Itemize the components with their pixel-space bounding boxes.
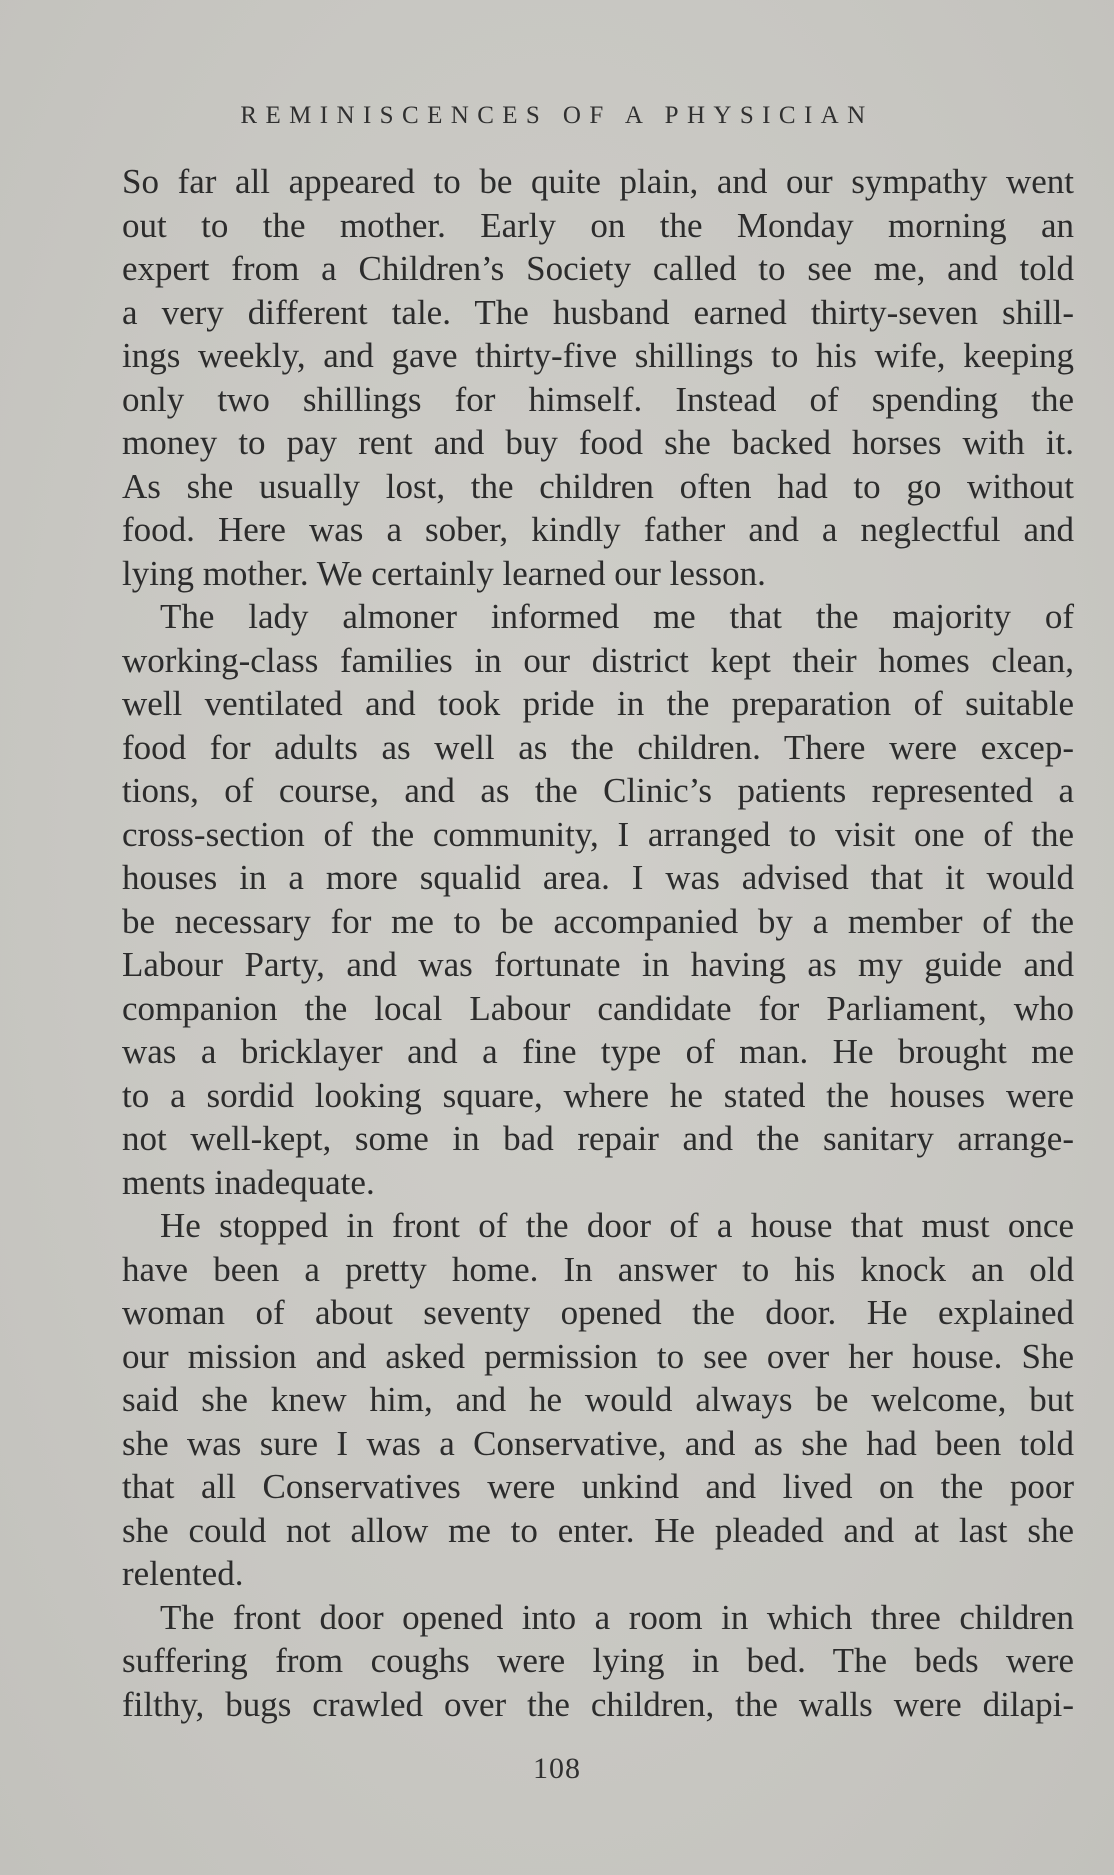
text-line: well ventilated and took pride in the preparation of suitable [122,684,1074,723]
text-line: Labour Party, and was fortunate in having as my guide and [122,945,1074,984]
text-line: our mission and asked permission to see over her house. She [122,1336,1074,1376]
text-line: relented. [122,1554,244,1593]
paragraph [122,1596,1074,1727]
text-line: out to the mother. Early on the Monday morning an [122,205,1074,245]
running-head: REMINISCENCES OF A PHYSICIAN [240,102,874,129]
text-line: that all Conservatives were unkind and lived on the poor [122,1467,1074,1506]
text-line: The front door opened into a room in which three children [160,1597,1074,1637]
text-line: a very different tale. The husband earned thirty-seven shill- [122,292,1074,332]
text-line: she was sure I was a Conservative, and as she had been told [122,1423,1074,1463]
text-line: money to pay rent and buy food she backed horses with it. [122,423,1074,462]
text-line: houses in a more squalid area. I was advised that it would [122,858,1074,897]
text-line: to a sordid looking square, where he stated the houses were [122,1075,1074,1115]
text-line: The lady almoner informed me that the majority of [160,597,1074,636]
text-line: have been a pretty home. In answer to his knock an old [122,1249,1074,1289]
text-line: As she usually lost, the children often had to go without [122,466,1074,506]
text-line: companion the local Labour candidate for Parliament, who [122,988,1074,1028]
text-line: filthy, bugs crawled over the children, the walls were dilapi- [122,1684,1074,1724]
text-line: tions, of course, and as the Clinic’s patients represented a [122,771,1074,810]
text-line: ings weekly, and gave thirty-five shillings to his wife, keeping [122,336,1074,375]
text-line: suffering from coughs were lying in bed. The beds were [122,1641,1074,1680]
text-line: was a bricklayer and a fine type of man. He brought me [122,1032,1074,1071]
page-number: 108 [533,1752,581,1785]
text-line: food. Here was a sober, kindly father and a neglectful and [122,510,1074,549]
text-line: cross-section of the community, I arranged to visit one of the [122,814,1074,854]
paragraph [122,160,1074,595]
text-line: lying mother. We certainly learned our lesson. [122,553,766,593]
text-line: be necessary for me to be accompanied by a member of the [122,901,1074,941]
body-text [122,160,1074,1726]
text-line: not well-kept, some in bad repair and the sanitary arrange- [122,1119,1074,1158]
text-line: she could not allow me to enter. He pleaded and at last she [122,1510,1074,1550]
text-line: said she knew him, and he would always be welcome, but [122,1380,1074,1419]
text-line: only two shillings for himself. Instead of spending the [122,379,1074,419]
paragraph [122,595,1074,1204]
text-line: So far all appeared to be quite plain, and our sympathy went [122,162,1074,201]
text-line: working-class families in our district kept their homes clean, [122,640,1074,680]
text-line: ments inadequate. [122,1162,375,1202]
paragraph [122,1204,1074,1596]
text-line: expert from a Children’s Society called to see me, and told [122,249,1074,288]
text-line: woman of about seventy opened the door. He explained [122,1293,1074,1332]
text-line: food for adults as well as the children. There were excep- [122,727,1074,767]
text-line: He stopped in front of the door of a house that must once [160,1206,1074,1245]
